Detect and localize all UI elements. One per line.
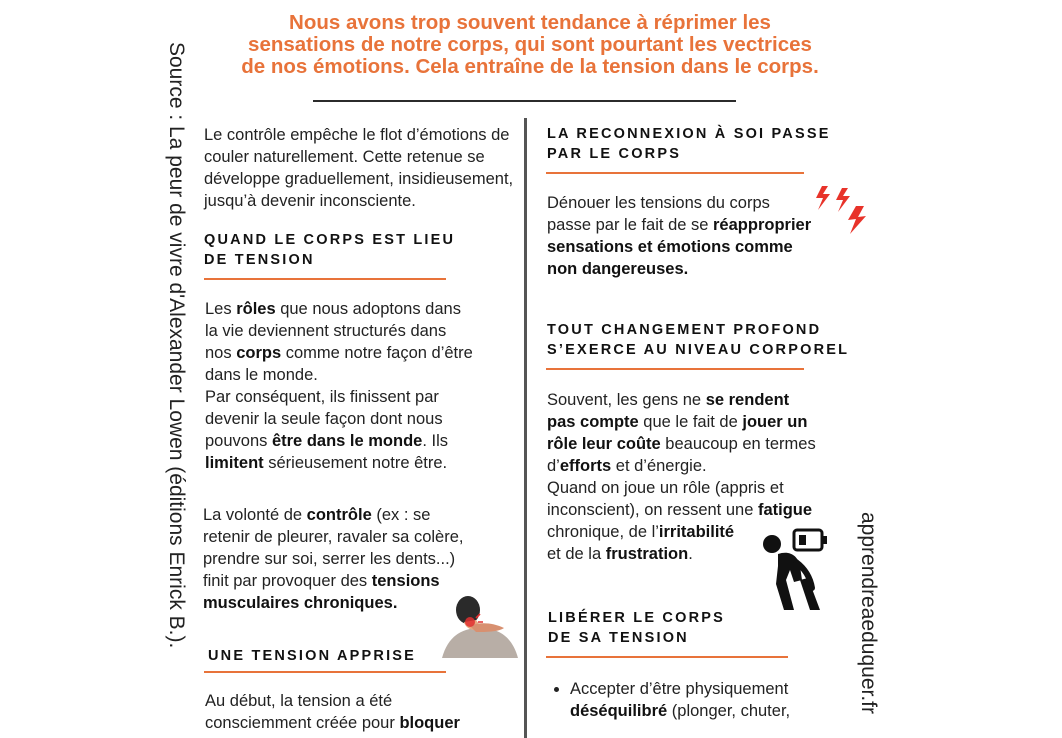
- text-line: couler naturellement. Cette retenue se: [204, 148, 485, 166]
- text-line: nos corps comme notre façon d’être: [205, 344, 473, 362]
- text-line: • Accepter d’être physiquement: [570, 680, 789, 698]
- heading-line: TOUT CHANGEMENT PROFOND: [547, 322, 822, 338]
- text-line: Le contrôle empêche le flot d’émotions de: [204, 126, 510, 144]
- text-line: inconscient), on ressent une fatigue: [547, 501, 813, 519]
- headline-line: sensations de notre corps, qui sont pourtant les vectrices: [248, 33, 812, 56]
- tired-person-icon: [760, 532, 830, 612]
- text-line: rôle leur coûte beaucoup en termes: [547, 435, 816, 453]
- text-line: passe par le fait de se réapproprier: [547, 216, 812, 234]
- heading-line: PAR LE CORPS: [547, 146, 682, 162]
- right-bullet-list: [550, 678, 850, 722]
- source-citation: Source : La peur de vivre d'Alexander Lowen (éditions Enrick B.).: [165, 42, 188, 649]
- heading-underline: [204, 278, 446, 280]
- text-line: pouvons être dans le monde. Ils: [205, 432, 449, 450]
- list-item: [570, 678, 850, 722]
- text-line: d’efforts et d’énergie.: [547, 457, 707, 475]
- text-line: non dangereuses.: [547, 260, 689, 278]
- text-line: Dénouer les tensions du corps: [547, 194, 770, 212]
- text-line: Par conséquent, ils finissent par: [205, 388, 439, 406]
- heading-underline: [546, 656, 788, 658]
- heading-line: LA RECONNEXION À SOI PASSE: [547, 126, 831, 142]
- text-line: déséquilibré (plonger, chuter,: [570, 702, 791, 720]
- text-line: pas compte que le fait de jouer un: [547, 413, 808, 431]
- text-line: la vie deviennent structurés dans: [205, 322, 447, 340]
- text-line: Les rôles que nous adoptons dans: [205, 300, 461, 318]
- text-line: devenir la seule façon dont nous: [205, 410, 443, 428]
- heading-line: DE TENSION: [204, 252, 315, 268]
- right-heading-1: [547, 124, 831, 164]
- text-line: et de la frustration.: [547, 545, 693, 563]
- sparks-icon: [812, 184, 876, 240]
- text-line: finit par provoquer des tensions: [203, 572, 440, 590]
- text-line: consciemment créée pour bloquer: [205, 714, 460, 732]
- neck-pain-icon: [440, 592, 520, 658]
- right-paragraph-1: [547, 192, 847, 280]
- headline-line: de nos émotions. Cela entraîne de la tension dans le corps.: [241, 55, 819, 78]
- left-paragraph-1: [205, 298, 520, 474]
- text-line: retenir de pleurer, ravaler sa colère,: [203, 528, 464, 546]
- left-heading-2: UNE TENSION APPRISE: [208, 648, 417, 664]
- headline-divider: [313, 100, 736, 102]
- text-line: Au début, la tension a été: [205, 692, 393, 710]
- heading-line: S’EXERCE AU NIVEAU CORPOREL: [547, 342, 850, 358]
- site-name: apprendreaeduquer.fr: [857, 512, 880, 714]
- text-line: Quand on joue un rôle (appris et: [547, 479, 784, 497]
- heading-line: LIBÉRER LE CORPS: [548, 610, 725, 626]
- text-line: La volonté de contrôle (ex : se: [203, 506, 431, 524]
- text-line: limitent sérieusement notre être.: [205, 454, 448, 472]
- right-heading-2: [547, 320, 849, 360]
- text-line: musculaires chroniques.: [203, 594, 398, 612]
- left-paragraph-3: [205, 690, 523, 734]
- heading-underline: [204, 671, 446, 673]
- heading-underline: [546, 368, 804, 370]
- left-heading-1: [204, 230, 455, 270]
- column-divider: [524, 118, 527, 738]
- heading-line: DE SA TENSION: [548, 630, 689, 646]
- text-line: jusqu’à devenir inconsciente.: [204, 192, 416, 210]
- text-line: chronique, de l’irritabilité: [547, 523, 735, 541]
- right-heading-3: [548, 608, 725, 648]
- text-line: développe graduellement, insidieusement,: [204, 170, 514, 188]
- text-line: Souvent, les gens ne se rendent: [547, 391, 790, 409]
- heading-underline: [546, 172, 804, 174]
- headline: [190, 12, 870, 78]
- text-line: dans le monde.: [205, 366, 318, 384]
- text-line: prendre sur soi, serrer les dents...): [203, 550, 456, 568]
- headline-line: Nous avons trop souvent tendance à réprimer les: [289, 11, 771, 34]
- text-line: sensations et émotions comme: [547, 238, 793, 256]
- left-intro: [204, 124, 524, 212]
- heading-line: QUAND LE CORPS EST LIEU: [204, 232, 456, 248]
